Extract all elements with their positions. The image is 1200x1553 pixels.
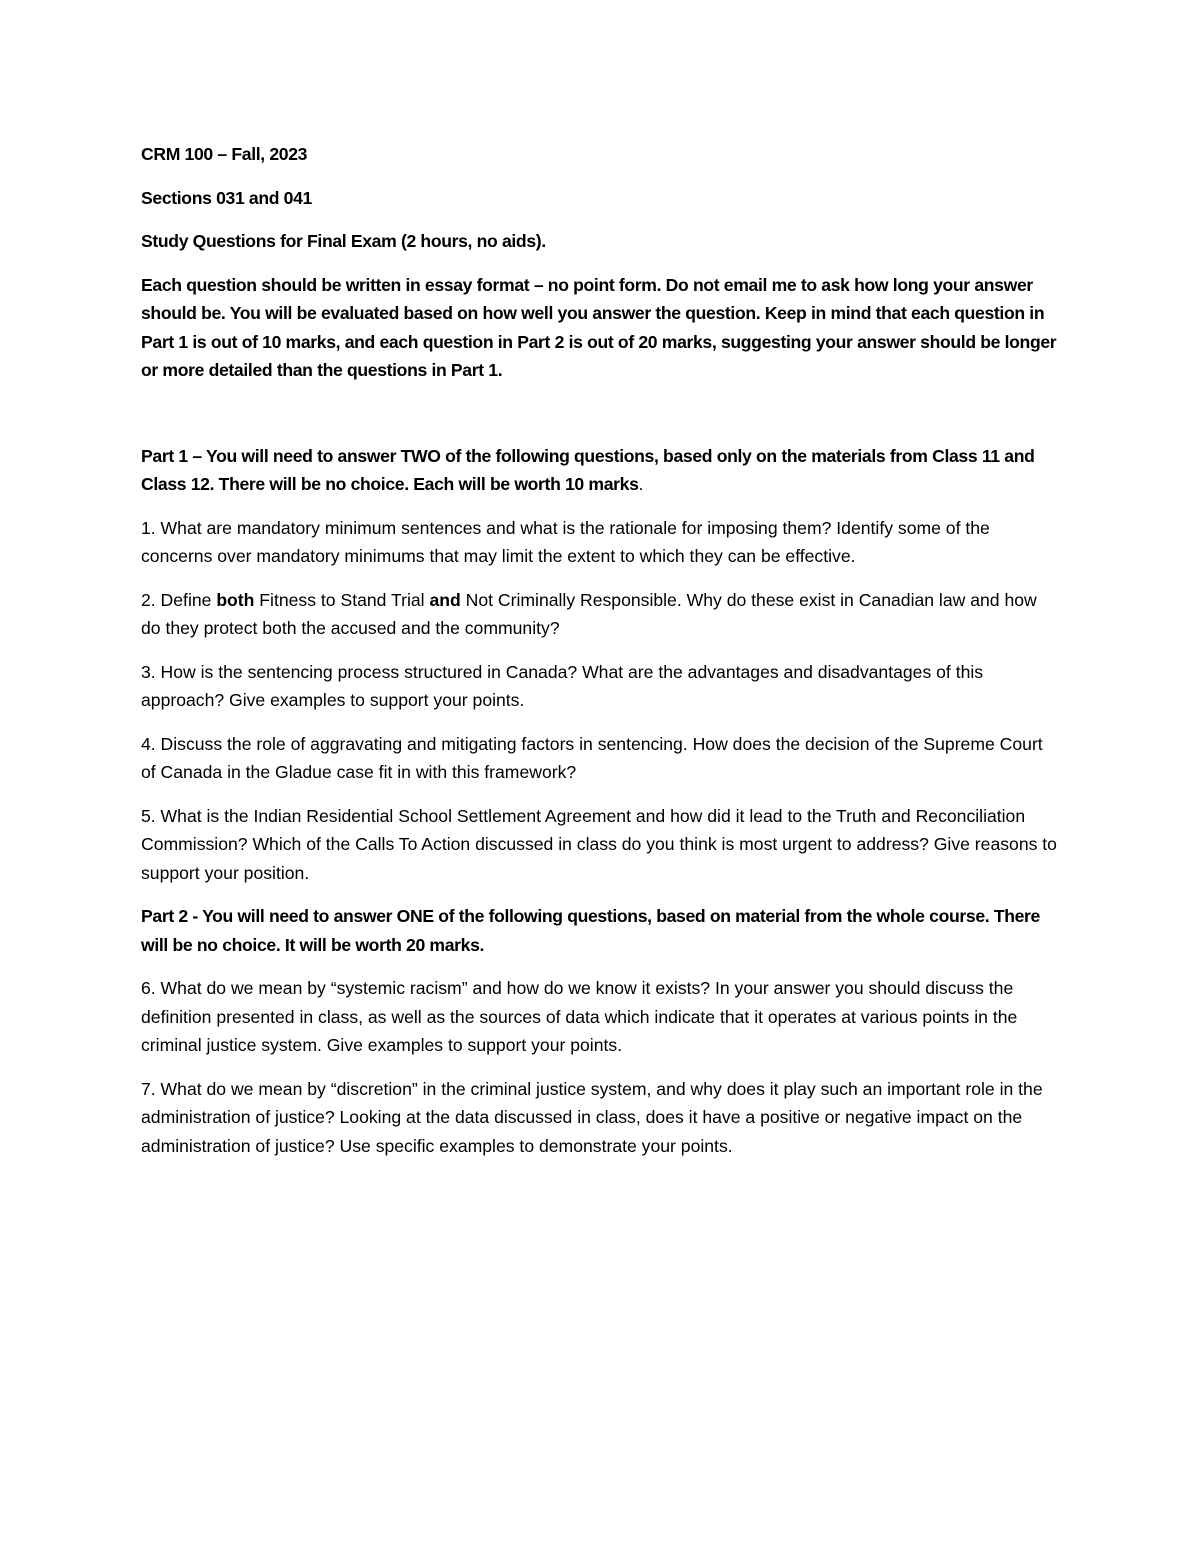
question-2-both-emphasis: both xyxy=(216,589,255,610)
course-title: CRM 100 – Fall, 2023 xyxy=(141,144,308,164)
sections-line: Sections 031 and 041 xyxy=(141,187,312,208)
question-5: 5. What is the Indian Residential School Settlement Agreement and how did it lead to the Truth and Reconciliation Commission? Which of the Calls To Action discussed in class do you think is most urgent to address? Give reasons to support your position. xyxy=(141,805,1057,883)
question-7: 7. What do we mean by “discretion” in the criminal justice system, and why does it play such an important role in the administration of justice? Looking at the data discussed in class, does it have a positive or negative impact on the administration of justice? Use specific examples to demonstrate your points. xyxy=(141,1078,1043,1156)
part1-heading xyxy=(141,442,1061,499)
part2-heading: Part 2 - You will need to answer ONE of the following questions, based on material from the whole course. There will be no choice. It will be worth 20 marks. xyxy=(141,906,1040,955)
question-1: 1. What are mandatory minimum sentences and what is the rationale for imposing them? Identify some of the concerns over mandatory minimums that may limit the extent to which they can be effective. xyxy=(141,517,990,566)
question-4: 4. Discuss the role of aggravating and mitigating factors in sentencing. How does the decision of the Supreme Court of Canada in the Gladue case fit in with this framework? xyxy=(141,733,1043,782)
question-2 xyxy=(141,586,1061,643)
part1-heading-period: . xyxy=(638,474,644,494)
question-2-and-emphasis: and xyxy=(429,589,461,610)
question-2-prefix: 2. Define xyxy=(141,589,217,610)
question-2-suffix: Not Criminally Responsible. Why do these exist in Canadian law and how do they protect both the accused and the community? xyxy=(141,589,1037,638)
question-6: 6. What do we mean by “systemic racism” and how do we know it exists? In your answer you should discuss the definition presented in class, as well as the sources of data which indicate that it operates at various points in the criminal justice system. Give examples to support your points. xyxy=(141,978,1018,1055)
study-questions-title: Study Questions for Final Exam (2 hours, no aids). xyxy=(141,231,546,251)
question-2-middle: Fitness to Stand Trial xyxy=(254,589,430,610)
question-3: 3. How is the sentencing process structured in Canada? What are the advantages and disadvantages of this approach? Give examples to support your points. xyxy=(141,661,984,710)
part1-heading-text: Part 1 – You will need to answer TWO of the following questions, based only on the materials from Class 11 and Class 12. There will be no choice. Each will be worth 10 marks xyxy=(141,445,1035,494)
document-body xyxy=(141,140,1061,1175)
instructions-paragraph: Each question should be written in essay format – no point form. Do not email me to ask how long your answer should be. You will be evaluated based on how well you answer the question. Keep in mind that each question in Part 1 is out of 10 marks, and each question in Part 2 is out of 20 marks, suggesting your answer should be longer or more detailed than the questions in Part 1. xyxy=(141,274,1057,380)
